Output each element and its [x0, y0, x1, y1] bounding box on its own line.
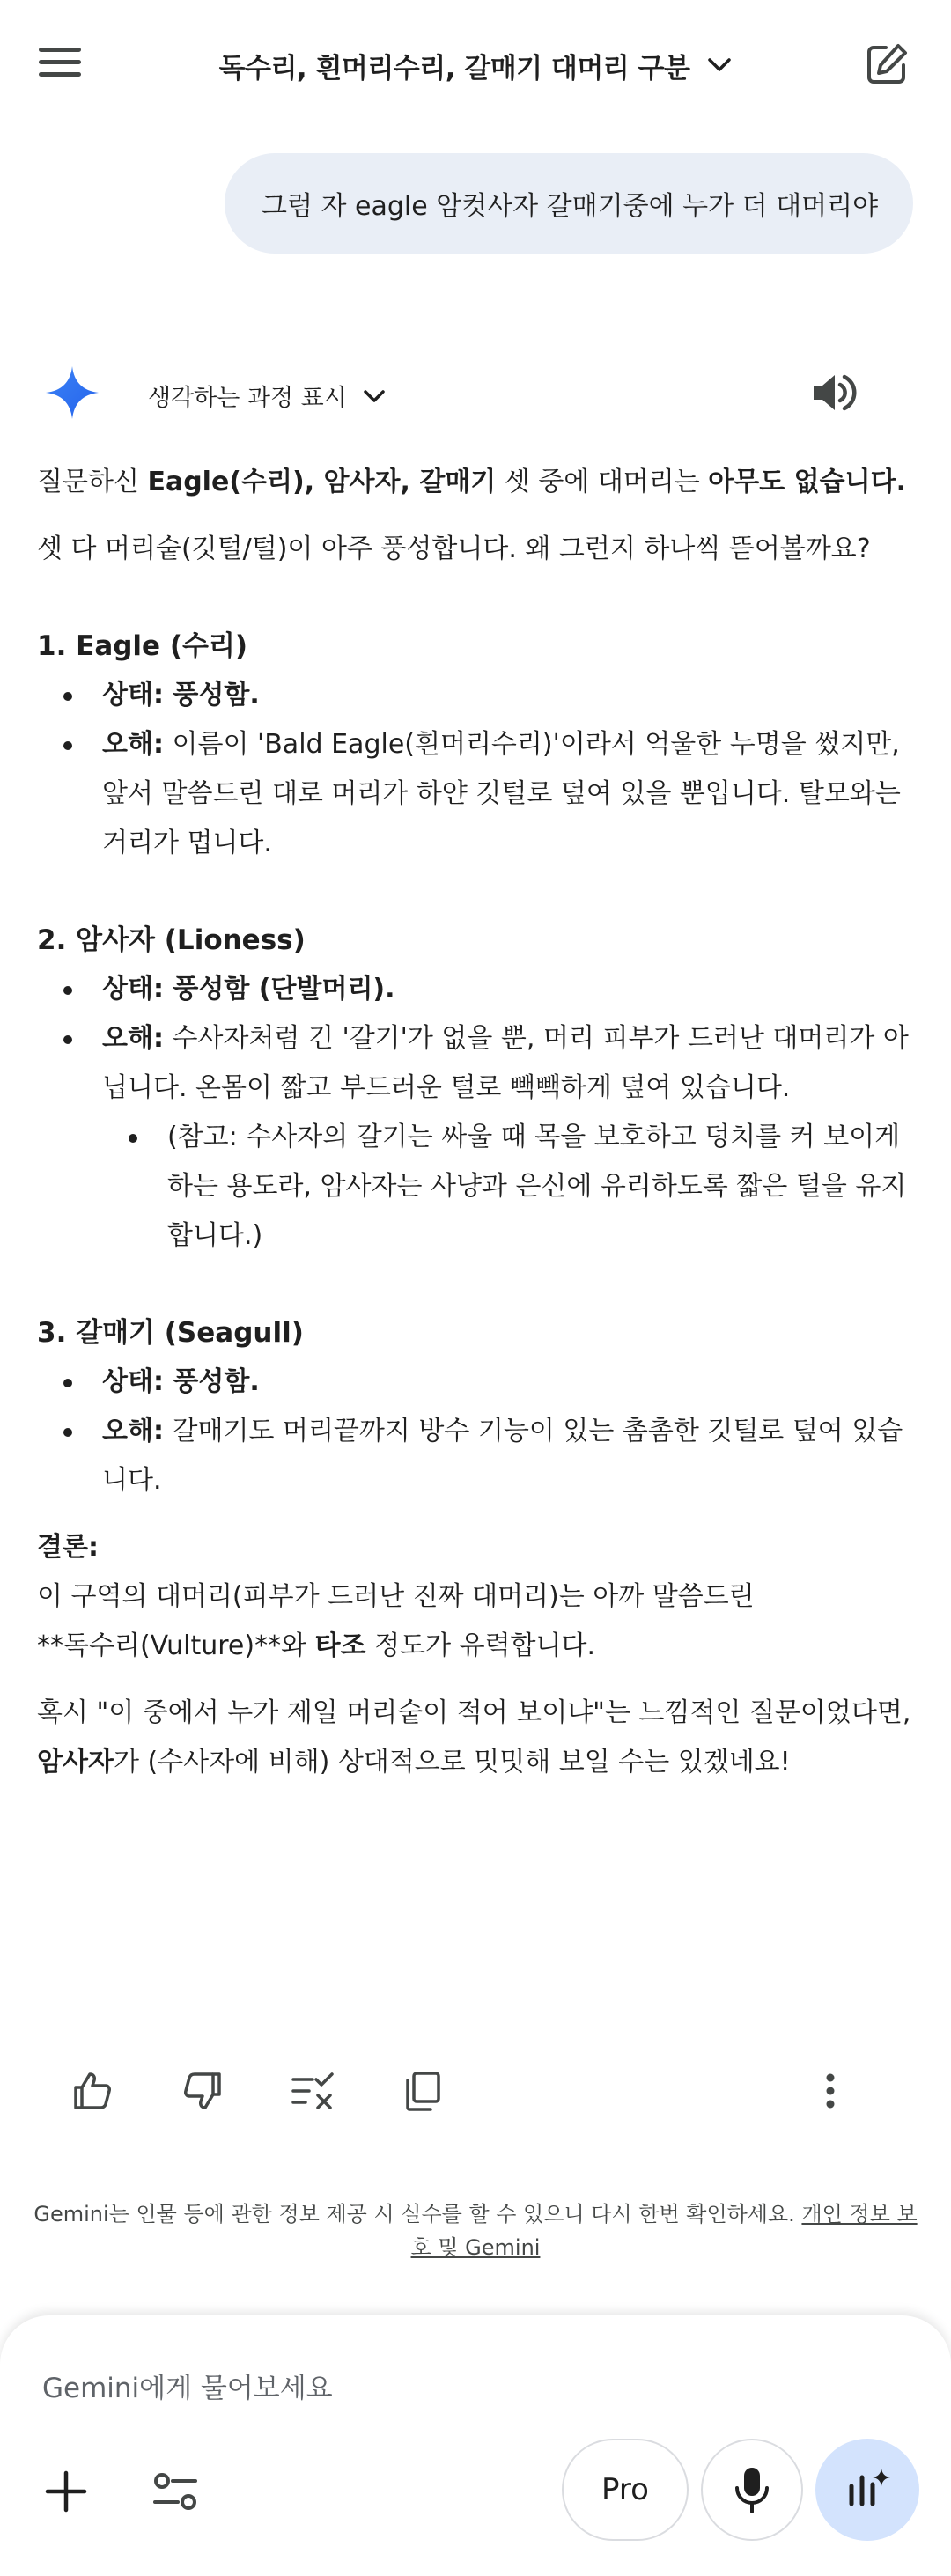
thumbs-down-icon[interactable] [172, 2060, 233, 2122]
edit-icon[interactable] [863, 40, 910, 88]
composer [0, 2315, 951, 2576]
section-title-eagle: 1. Eagle (수리) [37, 630, 248, 662]
copy-icon[interactable] [392, 2060, 453, 2122]
list-item: 상태: 풍성함. [37, 671, 926, 720]
chevron-down-icon [707, 57, 732, 73]
user-message-bubble [225, 153, 913, 254]
top-app-bar [0, 0, 951, 132]
conclusion-line2: **독수리(Vulture)**와 타조 정도가 유력합니다. [37, 1630, 596, 1661]
thumbs-up-icon[interactable] [62, 2060, 123, 2122]
user-message-text: 그럼 자 eagle 암컷사자 갈매기중에 누가 더 대머리야 [262, 191, 879, 222]
list-item: 오해: 수사자처럼 긴 '갈기'가 없을 뿐, 머리 피부가 드러난 대머리가 아닙니다. 온몸이 짧고 부드러운 털로 빽빽하게 덮여 있습니다. [37, 1014, 926, 1113]
show-thinking-toggle[interactable] [148, 379, 386, 413]
gemini-star-icon [44, 364, 100, 421]
disclaimer-text: Gemini는 인물 등에 관한 정보 제공 시 실수를 할 수 있으니 다시 한번 확인하세요. [33, 2202, 802, 2226]
live-icon[interactable] [815, 2439, 919, 2541]
response-intro: 질문하신 Eagle(수리), 암사자, 갈매기 셋 중에 대머리는 아무도 없습니다. [37, 467, 906, 497]
conclusion-line1: 이 구역의 대머리(피부가 드러난 진짜 대머리)는 아까 말씀드린 [37, 1581, 755, 1612]
thinking-label: 생각하는 과정 표시 [148, 385, 347, 412]
speaker-icon[interactable] [808, 366, 861, 419]
list-item: 오해: 갈매기도 머리끝까지 방수 기능이 있는 촘촘한 깃털로 덮여 있습니다. [37, 1407, 926, 1505]
privacy-link[interactable]: 개인 정보 보호 및 Gemini [410, 2202, 918, 2260]
section-title-lioness: 2. 암사자 (Lioness) [37, 924, 306, 956]
double-check-icon[interactable] [282, 2060, 343, 2122]
mic-icon[interactable] [701, 2439, 803, 2541]
disclaimer [26, 2197, 925, 2264]
list-item: 오해: 이름이 'Bald Eagle(흰머리수리)'이라서 억울한 누명을 썼지만, 앞서 말씀드린 대로 머리가 하얀 깃털로 덮여 있을 뿐입니다. 탈모와는 거리가 멉니다. [37, 720, 926, 868]
conversation-title: 독수리, 흰머리수리, 갈매기 대머리 구분 [218, 52, 690, 85]
model-response-body [37, 458, 926, 1787]
model-response-header [44, 361, 916, 423]
chevron-down-icon [363, 382, 386, 409]
list-item: 상태: 풍성함 (단발머리). [37, 965, 926, 1014]
response-actions [0, 2060, 951, 2122]
tools-icon[interactable] [144, 2463, 206, 2520]
conclusion-label: 결론: [37, 1532, 99, 1563]
plus-icon[interactable] [35, 2465, 97, 2518]
list-subitem: (참고: 수사자의 갈기는 싸울 때 목을 보호하고 덩치를 커 보이게 하는 용도라, 암사자는 사냥과 은신에 유리하도록 짧은 털을 유지합니다.) [37, 1113, 926, 1261]
response-line2: 셋 다 머리숱(깃털/털)이 아주 풍성합니다. 왜 그런지 하나씩 뜯어볼까요? [37, 534, 871, 564]
section-title-seagull: 3. 갈매기 (Seagull) [37, 1317, 304, 1349]
menu-icon[interactable] [39, 42, 92, 86]
more-vert-icon[interactable] [800, 2060, 861, 2122]
final-line1: 혹시 "이 중에서 누가 제일 머리숱이 적어 보이냐"는 느낌적인 질문이었다면, [37, 1697, 911, 1728]
final-line2: 암사자가 (수사자에 비해) 상대적으로 밋밋해 보일 수는 있겠네요! [37, 1747, 791, 1777]
conversation-title-dropdown[interactable] [176, 39, 775, 92]
prompt-input[interactable] [42, 2366, 835, 2410]
pro-mode-button[interactable]: Pro [562, 2439, 689, 2541]
list-item: 상태: 풍성함. [37, 1358, 926, 1407]
